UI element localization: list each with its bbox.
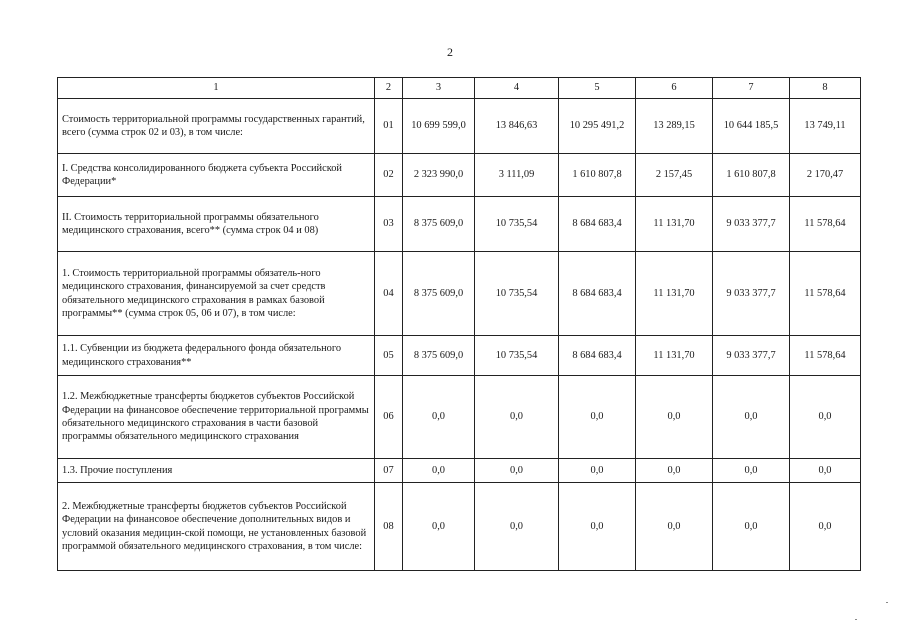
value-cell: 11 131,70: [636, 197, 713, 252]
row-code: 04: [375, 252, 403, 336]
value-cell: 9 033 377,7: [713, 197, 790, 252]
table-row: [58, 459, 861, 483]
table-row: [58, 154, 861, 197]
value-cell: 9 033 377,7: [713, 336, 790, 376]
value-cell: 0,0: [475, 376, 559, 459]
value-cell: 11 578,64: [790, 197, 861, 252]
scan-speck: [886, 602, 888, 603]
value-cell: 11 131,70: [636, 252, 713, 336]
value-cell: 13 289,15: [636, 99, 713, 154]
value-cell: 10 644 185,5: [713, 99, 790, 154]
budget-table: [57, 77, 861, 571]
value-cell: 10 735,54: [475, 197, 559, 252]
value-cell: 0,0: [403, 459, 475, 483]
value-cell: 0,0: [790, 459, 861, 483]
value-cell: 8 684 683,4: [559, 252, 636, 336]
value-cell: 8 684 683,4: [559, 197, 636, 252]
table-row: [58, 197, 861, 252]
row-description: 1. Стоимость территориальной программы обязатель-ного медицинского страхования, финансируемой за счет средств обязательного медицинского страхования в рамках базовой программы** (сумма строк 05, 06 и 07), в том числе:: [58, 252, 375, 336]
value-cell: 0,0: [790, 376, 861, 459]
value-cell: 0,0: [636, 459, 713, 483]
value-cell: 13 846,63: [475, 99, 559, 154]
row-description: 2. Межбюджетные трансферты бюджетов субъектов Российской Федерации на финансовое обеспечение дополнительных видов и условий оказания медицин-ской помощи, не установленных базовой программой обязательного медицинского страхования, в том числе:: [58, 483, 375, 571]
table-row: [58, 336, 861, 376]
table-header-row: [58, 78, 861, 99]
header-cell: 2: [375, 78, 403, 99]
value-cell: 10 735,54: [475, 336, 559, 376]
row-description: II. Стоимость территориальной программы обязательного медицинского страхования, всего** (сумма строк 04 и 08): [58, 197, 375, 252]
row-code: 08: [375, 483, 403, 571]
value-cell: 2 323 990,0: [403, 154, 475, 197]
table-row: [58, 376, 861, 459]
row-description: I. Средства консолидированного бюджета субъекта Российской Федерации*: [58, 154, 375, 197]
header-cell: 7: [713, 78, 790, 99]
value-cell: 0,0: [636, 483, 713, 571]
row-description: 1.2. Межбюджетные трансферты бюджетов субъектов Российской Федерации на финансовое обеспечение территориальной программы обязательного медицинского страхования в части базовой программы обязательного медицинского страхования: [58, 376, 375, 459]
value-cell: 10 295 491,2: [559, 99, 636, 154]
header-cell: 8: [790, 78, 861, 99]
value-cell: 0,0: [559, 483, 636, 571]
header-cell: 5: [559, 78, 636, 99]
row-description: 1.1. Субвенции из бюджета федерального фонда обязательного медицинского страхования**: [58, 336, 375, 376]
value-cell: 0,0: [403, 376, 475, 459]
value-cell: 11 131,70: [636, 336, 713, 376]
value-cell: 0,0: [790, 483, 861, 571]
value-cell: 13 749,11: [790, 99, 861, 154]
header-cell: 4: [475, 78, 559, 99]
value-cell: 11 578,64: [790, 336, 861, 376]
value-cell: 0,0: [713, 459, 790, 483]
value-cell: 0,0: [713, 376, 790, 459]
value-cell: 2 157,45: [636, 154, 713, 197]
value-cell: 11 578,64: [790, 252, 861, 336]
value-cell: 8 375 609,0: [403, 252, 475, 336]
value-cell: 0,0: [636, 376, 713, 459]
value-cell: 0,0: [403, 483, 475, 571]
row-code: 05: [375, 336, 403, 376]
table-row: [58, 252, 861, 336]
header-cell: 1: [58, 78, 375, 99]
table-row: [58, 99, 861, 154]
value-cell: 0,0: [475, 459, 559, 483]
value-cell: 10 735,54: [475, 252, 559, 336]
value-cell: 10 699 599,0: [403, 99, 475, 154]
value-cell: 0,0: [475, 483, 559, 571]
row-code: 06: [375, 376, 403, 459]
row-description: Стоимость территориальной программы государственных гарантий, всего (сумма строк 02 и 03), в том числе:: [58, 99, 375, 154]
value-cell: 1 610 807,8: [559, 154, 636, 197]
value-cell: 8 684 683,4: [559, 336, 636, 376]
row-description: 1.3. Прочие поступления: [58, 459, 375, 483]
scan-speck: [855, 619, 857, 620]
value-cell: 8 375 609,0: [403, 197, 475, 252]
value-cell: 0,0: [559, 459, 636, 483]
page-number: 2: [447, 45, 453, 59]
row-code: 01: [375, 99, 403, 154]
value-cell: 8 375 609,0: [403, 336, 475, 376]
row-code: 03: [375, 197, 403, 252]
header-cell: 6: [636, 78, 713, 99]
value-cell: 9 033 377,7: [713, 252, 790, 336]
value-cell: 3 111,09: [475, 154, 559, 197]
value-cell: 2 170,47: [790, 154, 861, 197]
header-cell: 3: [403, 78, 475, 99]
value-cell: 0,0: [559, 376, 636, 459]
value-cell: 0,0: [713, 483, 790, 571]
value-cell: 1 610 807,8: [713, 154, 790, 197]
table-row: [58, 483, 861, 571]
row-code: 02: [375, 154, 403, 197]
row-code: 07: [375, 459, 403, 483]
